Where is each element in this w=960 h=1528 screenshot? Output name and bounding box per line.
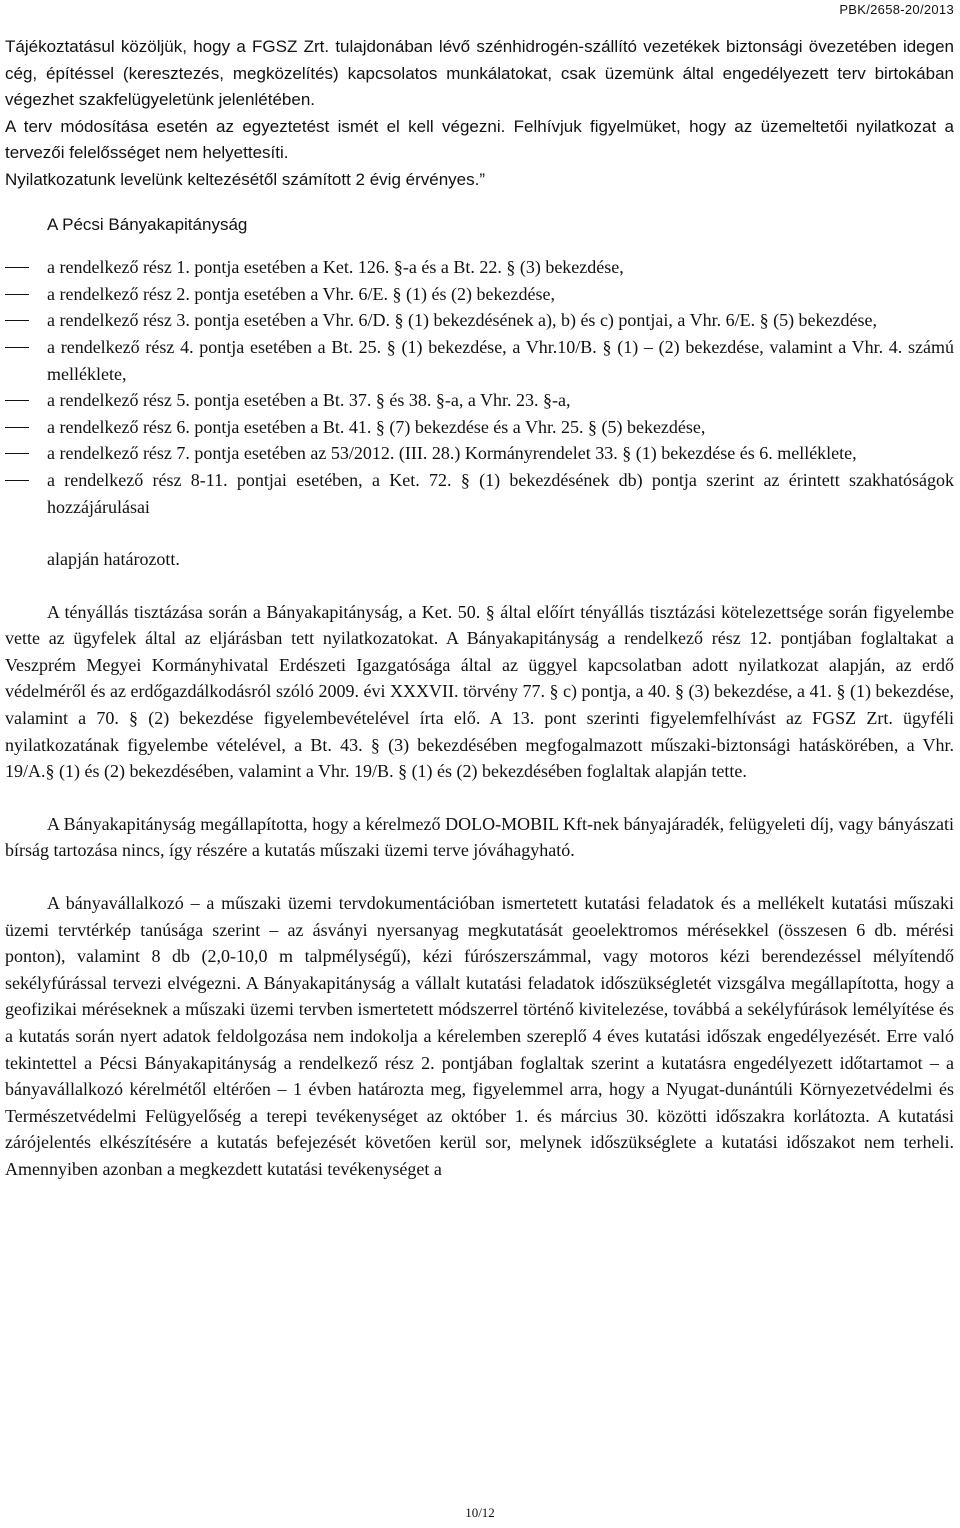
legal-basis-item: a rendelkező rész 1. pontja esetében a Ket. 126. §-a és a Bt. 22. § (3) bekezdése, xyxy=(5,254,954,281)
legal-basis-list xyxy=(5,254,954,520)
facts-paragraph: A tényállás tisztázása során a Bányakapitányság, a Ket. 50. § által előírt tényállás tisztázási kötelezettsége során figyelembe vette az ügyfelek által az eljárásban tett nyilatkozatokat. A Bányakapitányság a rendelkező rész 12. pontjában foglaltakat a Veszprém Megyei Kormányhivatal Erdészeti Igazgatósága által az üggyel kapcsolatban adott nyilatkozat alapján, az erdő védelméről és az erdőgazdálkodásról szóló 2009. évi XXXVII. törvény 77. § c) pontja, a 40. § (3) bekezdése, a 41. § (1) bekezdése, valamint a 70. § (2) bekezdése figyelembevételével írta elő. A 13. pont szerinti figyelemfelhívást az FGSZ Zrt. ügyféli nyilatkozatának figyelembe vételével, a Bt. 43. § (3) bekezdésében megfogalmazott műszaki-biztonsági hatáskörében, a Vhr. 19/A.§ (1) és (2) bekezdésében, valamint a Vhr. 19/B. § (1) és (2) bekezdésében foglaltak alapján tette. xyxy=(5,601,954,782)
legal-basis-item: a rendelkező rész 2. pontja esetében a Vhr. 6/E. § (1) és (2) bekezdése, xyxy=(5,281,954,308)
legal-basis-item: a rendelkező rész 5. pontja esetében a Bt. 37. § és 38. §-a, a Vhr. 23. §-a, xyxy=(5,387,954,414)
page-number: 10/12 xyxy=(465,1505,495,1520)
legal-basis-item: a rendelkező rész 8-11. pontjai esetében, a Ket. 72. § (1) bekezdésének db) pontja szerint az érintett szakhatóságok hozzájárulásai xyxy=(5,467,954,520)
intro-paragraph: Tájékoztatásul közöljük, hogy a FGSZ Zrt. tulajdonában lévő szénhidrogén-szállító vezetékek biztonsági övezetében idegen cég, építéssel (keresztezés, megközelítés) kapcsolatos munkálatokat, csak üzemünk által engedélyezett terv birtokában végezhet szakfelügyeletünk jelenlétében. xyxy=(5,37,954,110)
legal-basis-item: a rendelkező rész 4. pontja esetében a Bt. 25. § (1) bekezdése, a Vhr.10/B. § (1) – (2) bekezdése, valamint a Vhr. 4. számú melléklete, xyxy=(5,334,954,387)
decision-closing: alapján határozott. xyxy=(47,549,180,570)
authority-heading: A Pécsi Bányakapitányság xyxy=(47,214,248,234)
intro-paragraph: Nyilatkozatunk levelünk keltezésétől számított 2 évig érvényes.” xyxy=(5,169,486,189)
legal-basis-item: a rendelkező rész 6. pontja esetében a Bt. 41. § (7) bekezdése és a Vhr. 25. § (5) bekezdése, xyxy=(5,414,954,441)
finding-paragraph: A Bányakapitányság megállapította, hogy a kérelmező DOLO-MOBIL Kft-nek bányajáradék, felügyeleti díj, vagy bányászati bírság tartozása nincs, így részére a kutatás műszaki üzemi terve jóváhagyható. xyxy=(5,813,954,861)
intro-paragraph: A terv módosítása esetén az egyeztetést ismét el kell végezni. Felhívjuk figyelmüket, hogy az üzemeltetői nyilatkozat a tervezői felelősséget nem helyettesíti. xyxy=(5,116,954,163)
legal-basis-item: a rendelkező rész 7. pontja esetében az 53/2012. (III. 28.) Kormányrendelet 33. § (1) bekezdése és 6. melléklete, xyxy=(5,440,954,467)
contractor-paragraph: A bányavállalkozó – a műszaki üzemi tervdokumentációban ismertetett kutatási feladatok és a mellékelt kutatási műszaki üzemi tervtérkép tanúsága szerint – az ásványi nyersanyag megkutatását geoelektromos mérésekkel (összesen 6 db. mérési ponton), valamint 8 db (2,0-10,0 m talpmélységű), kézi fúrószerszámmal, vagy motoros kézi berendezéssel mélyítendő sekélyfúrással tervezi elvégezni. A Bányakapitányság a vállalt kutatási feladatok időszükségletét vizsgálva megállapította, hogy a geofizikai méréseknek a műszaki üzemi tervben ismertetett módszerrel történő kivitelezése, továbbá a sekélyfúrások lemélyítése és a kutatás során nyert adatok feldolgozása nem indokolja a kérelemben szereplő 4 éves kutatási időszak engedélyezését. Erre való tekintettel a Pécsi Bányakapitányság a rendelkező rész 2. pontjában foglaltak szerint a kutatásra engedélyezett időtartamot – a bányavállalkozó kérelmétől eltérően – 1 évben határozta meg, figyelemmel arra, hogy a Nyugat-dunántúli Környezetvédelmi és Természetvédelmi Felügyelőség a terepi tevékenységet az október 1. és március 30. közötti időszakra korlátozta. A kutatási zárójelentés elkészítésére a kutatás befejezését követően kerül sor, melynek időszükséglete a kutatási időszakot nem terheli. Amennyiben azonban a megkezdett kutatási tevékenységet a xyxy=(5,893,954,1179)
document-body xyxy=(5,34,954,1183)
document-reference-number: PBK/2658-20/2013 xyxy=(839,2,954,17)
legal-basis-item: a rendelkező rész 3. pontja esetében a Vhr. 6/D. § (1) bekezdésének a), b) és c) pontjai, a Vhr. 6/E. § (5) bekezdése, xyxy=(5,307,954,334)
